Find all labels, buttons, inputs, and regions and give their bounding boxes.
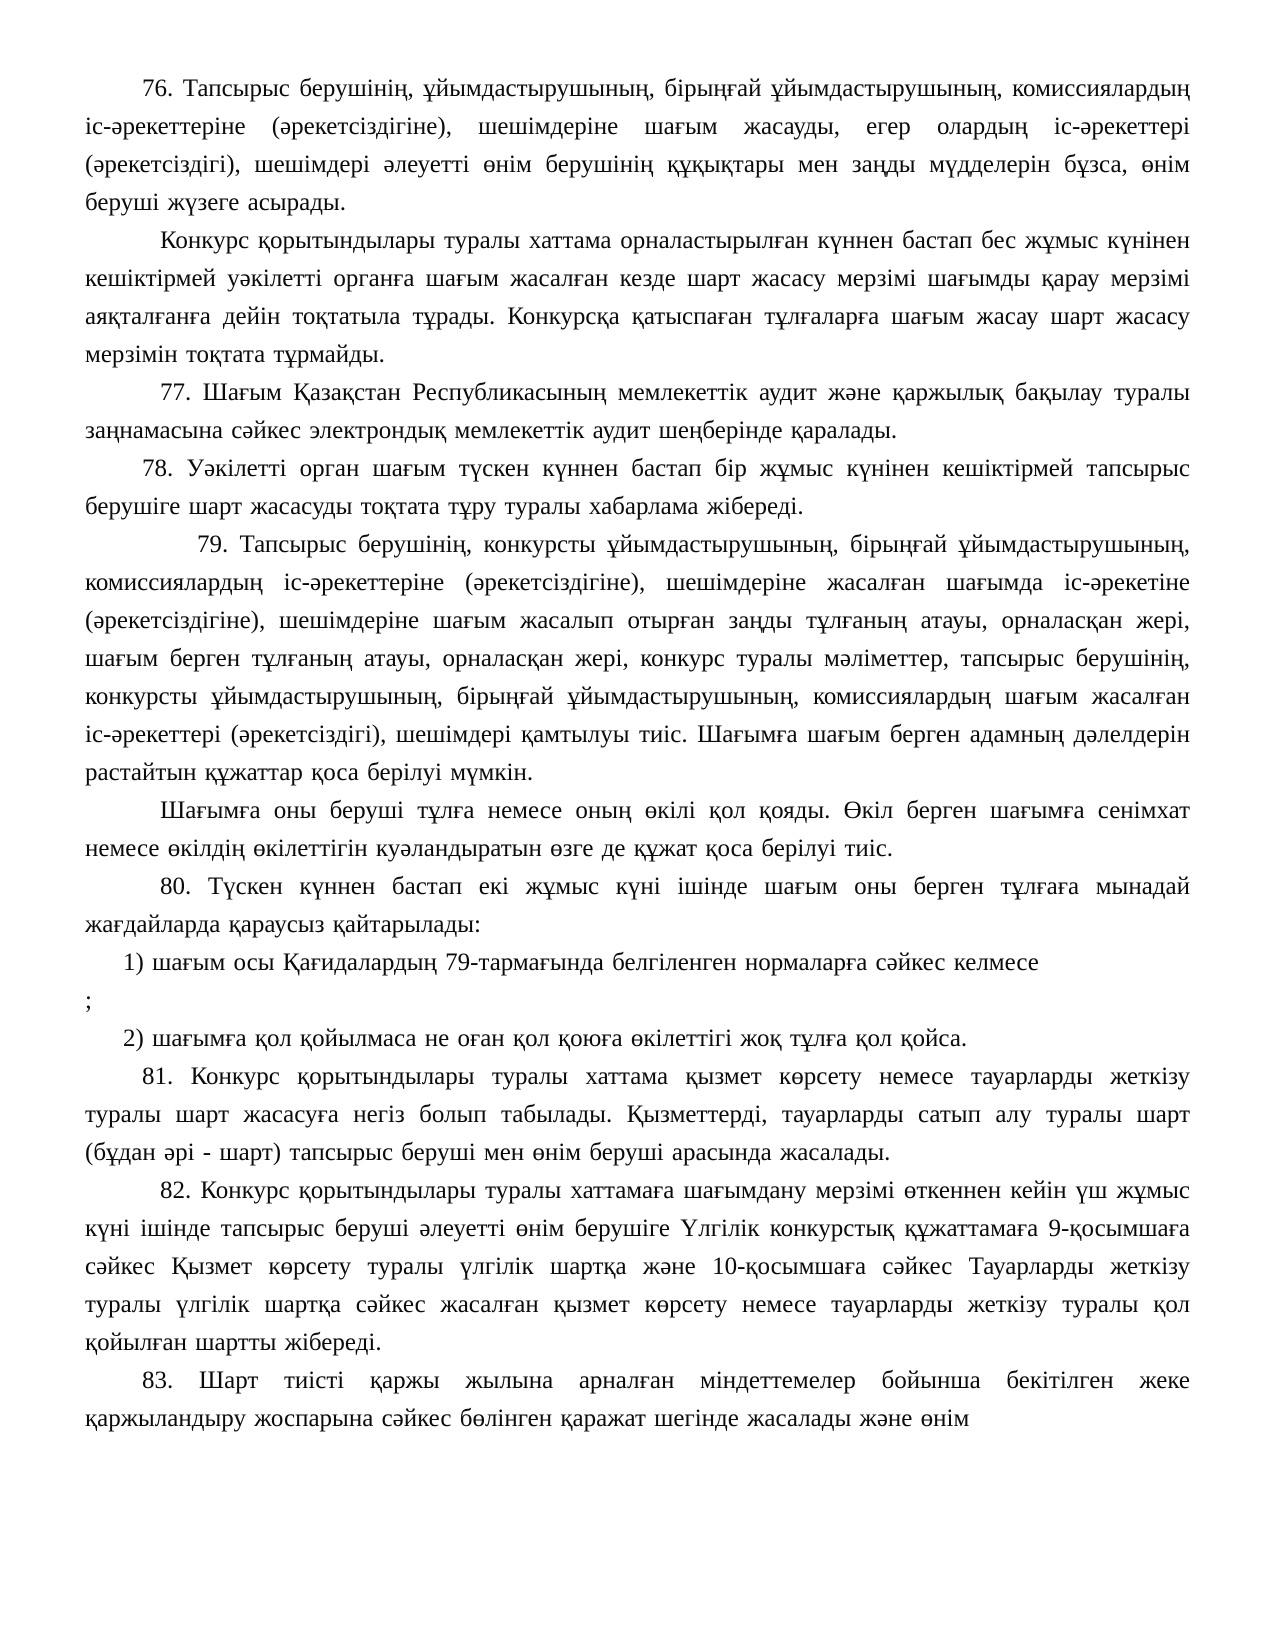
paragraph-76: 76. Тапсырыс берушінің, ұйымдастырушының, бірыңғай ұйымдастырушының, комиссиялардың іс-әрекеттеріне (әрекетсіздігіне), шешімдеріне шағым жасауды, егер олардың іс-әрекеттері (әрекетсіздігі), шешімдері әлеуетті өнім берушінің құқықтары мен заңды мүдделерін бұзса, өнім беруші жүзеге асырады. xyxy=(85,75,1190,216)
paragraph-79-continuation: Шағымға оны беруші тұлға немесе оның өкілі қол қояды. Өкіл берген шағымға сенімхат немесе өкілдің өкілеттігін куәландыратын өзге де құжат қоса берілуі тиіс. xyxy=(85,797,1190,862)
paragraph-80-item-1-semicolon: ; xyxy=(85,987,92,1014)
paragraph-80-item-2: 2) шағымға қол қойылмаса не оған қол қоюға өкілеттігі жоқ тұлға қол қойса. xyxy=(123,1025,968,1052)
paragraph-79: 79. Тапсырыс берушінің, конкурсты ұйымдастырушының, бірыңғай ұйымдастырушының, комиссиялардың іс-әрекеттеріне (әрекетсіздігіне), шешімдеріне жасалған шағымда іс-әрекетіне (әрекетсіздігіне), шешімдеріне шағым жасалып отырған заңды тұлғаның атауы, орналасқан жері, шағым берген тұлғаның атауы, орналасқан жері, конкурс туралы мәліметтер, тапсырыс берушінің, конкурсты ұйымдастырушының, бірыңғай ұйымдастырушының, комиссиялардың шағым жасалған іс-әрекеттері (әрекетсіздігі), шешімдері қамтылуы тиіс. Шағымға шағым берген адамның дәлелдерін растайтын құжаттар қоса берілуі мүмкін. xyxy=(85,531,1190,786)
paragraph-83: 83. Шарт тиісті қаржы жылына арналған міндеттемелер бойынша бекітілген жеке қаржыландыру жоспарына сәйкес бөлінген қаражат шегінде жасалады және өнім xyxy=(85,1367,1190,1432)
document-body xyxy=(85,70,1190,1438)
paragraph-76-continuation: Конкурс қорытындылары туралы хаттама орналастырылған күннен бастап бес жұмыс күнінен кешіктірмей уәкілетті органға шағым жасалған кезде шарт жасасу мерзімі шағымды қарау мерзімі аяқталғанға дейін тоқтатыла тұрады. Конкурсқа қатыспаған тұлғаларға шағым жасау шарт жасасу мерзімін тоқтата тұрмайды. xyxy=(85,227,1190,368)
paragraph-82: 82. Конкурс қорытындылары туралы хаттамаға шағымдану мерзімі өткеннен кейін үш жұмыс күні ішінде тапсырыс беруші әлеуетті өнім берушіге Үлгілік конкурстық құжаттамаға 9-қосымшаға сәйкес Қызмет көрсету туралы үлгілік шартқа және 10-қосымшаға сәйкес Тауарларды жеткізу туралы үлгілік шартқа сәйкес жасалған қызмет көрсету немесе тауарларды жеткізу туралы қол қойылған шартты жібереді. xyxy=(85,1177,1190,1356)
paragraph-80: 80. Түскен күннен бастап екі жұмыс күні ішінде шағым оны берген тұлғаға мынадай жағдайларда қараусыз қайтарылады: xyxy=(85,873,1190,938)
paragraph-81: 81. Конкурс қорытындылары туралы хаттама қызмет көрсету немесе тауарларды жеткізу туралы шарт жасасуға негіз болып табылады. Қызметтерді, тауарларды сатып алу туралы шарт (бұдан әрі - шарт) тапсырыс беруші мен өнім беруші арасында жасалады. xyxy=(85,1063,1190,1166)
paragraph-78: 78. Уәкілетті орган шағым түскен күннен бастап бір жұмыс күнінен кешіктірмей тапсырыс берушіге шарт жасасуды тоқтата тұру туралы хабарлама жібереді. xyxy=(85,455,1190,520)
paragraph-77: 77. Шағым Қазақстан Республикасының мемлекеттік аудит және қаржылық бақылау туралы заңнамасына сәйкес электрондық мемлекеттік аудит шеңберінде қаралады. xyxy=(85,379,1190,444)
paragraph-80-item-1: 1) шағым осы Қағидалардың 79-тармағында белгіленген нормаларға сәйкес келмесе xyxy=(123,949,1039,976)
